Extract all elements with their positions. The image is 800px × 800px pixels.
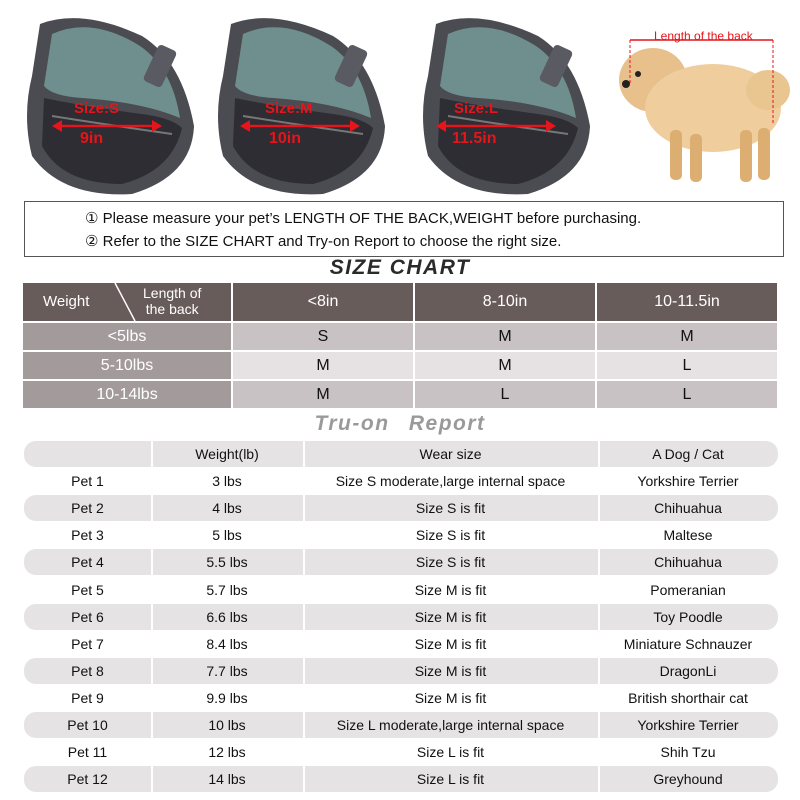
table-row xyxy=(24,766,778,792)
column-divider xyxy=(303,658,305,684)
tryon-cell: Chihuahua xyxy=(654,500,722,517)
corner-length-line: Length of xyxy=(143,285,202,301)
table-row xyxy=(24,658,778,684)
tryon-report-title: Tru-on Report xyxy=(314,412,486,435)
column-divider xyxy=(151,766,153,792)
tryon-cell: British shorthair cat xyxy=(628,689,748,706)
tryon-cell: Pet 9 xyxy=(71,689,104,706)
tryon-cell: Size S is fit xyxy=(415,554,486,571)
column-divider xyxy=(151,549,153,575)
tryon-cell: Size M is fit xyxy=(414,581,487,598)
column-divider xyxy=(303,495,305,521)
table-row xyxy=(24,549,778,575)
bag-image-l xyxy=(418,6,593,196)
size-chart-cell: M xyxy=(597,323,777,350)
table-row xyxy=(24,631,778,657)
size-chart-cell: L xyxy=(597,381,777,408)
tryon-cell: Pet 1 xyxy=(71,473,104,490)
size-chart-weight-cell: 5-10lbs xyxy=(23,352,231,379)
tryon-cell: Maltese xyxy=(663,527,713,544)
size-chart-weight-cell: <5lbs xyxy=(23,323,231,350)
tryon-column-header: Wear size xyxy=(419,446,482,462)
tryon-column-header: Weight(lb) xyxy=(195,446,259,462)
tryon-cell: Yorkshire Terrier xyxy=(637,717,739,733)
tryon-cell: Pet 8 xyxy=(71,662,104,679)
tryon-cell: 14 lbs xyxy=(208,771,246,788)
tryon-cell: Size M is fit xyxy=(414,689,487,706)
bag-length-label: 11.5in xyxy=(452,130,497,147)
bag-length-label: 9in xyxy=(80,130,104,147)
column-divider xyxy=(303,604,305,630)
dog-photo xyxy=(608,30,798,195)
tryon-column-header: A Dog / Cat xyxy=(652,446,724,462)
tryon-cell: Shih Tzu xyxy=(660,744,716,761)
column-divider xyxy=(598,604,600,630)
tryon-cell: 12 lbs xyxy=(208,744,246,761)
size-chart-weight-cell: 10-14lbs xyxy=(23,381,231,408)
tryon-cell: Pet 2 xyxy=(71,500,104,517)
tryon-cell: 4 lbs xyxy=(212,500,242,517)
table-row xyxy=(24,522,778,548)
tryon-column-header xyxy=(24,441,151,467)
back-length-label: Length of the back xyxy=(654,29,753,43)
tryon-cell: Pet 7 xyxy=(71,635,104,652)
corner-weight-label: Weight xyxy=(43,293,90,310)
size-chart-cell: M xyxy=(415,323,595,350)
tryon-cell: 8.4 lbs xyxy=(206,635,248,652)
table-row xyxy=(24,712,778,738)
tryon-cell: Miniature Schnauzer xyxy=(623,635,753,652)
tryon-cell: Size M is fit xyxy=(414,635,487,652)
bag-size-label: Size:L xyxy=(454,100,499,117)
column-divider xyxy=(598,441,600,467)
tryon-cell: Pet 3 xyxy=(71,527,104,544)
tryon-cell: Size S is fit xyxy=(415,527,486,544)
size-chart-cell: M xyxy=(233,352,413,379)
column-divider xyxy=(303,712,305,738)
tryon-cell: Size L is fit xyxy=(416,771,485,788)
size-chart-column-header: 8-10in xyxy=(415,283,595,321)
tryon-cell: Pet 10 xyxy=(67,717,108,733)
tryon-cell: Pet 5 xyxy=(71,581,104,598)
table-row xyxy=(24,604,778,630)
tryon-cell: Greyhound xyxy=(653,771,723,788)
product-images xyxy=(0,0,800,200)
instructions-box xyxy=(24,201,784,257)
column-divider xyxy=(598,766,600,792)
column-divider xyxy=(151,712,153,738)
pet-sling-bag-icon xyxy=(418,6,593,196)
table-row xyxy=(24,685,778,711)
column-divider xyxy=(151,495,153,521)
tryon-cell: 10 lbs xyxy=(208,717,246,733)
column-divider xyxy=(151,441,153,467)
table-row xyxy=(24,495,778,521)
size-chart-cell: S xyxy=(233,323,413,350)
tryon-cell: Pet 11 xyxy=(67,744,108,761)
tryon-cell: 5 lbs xyxy=(212,527,242,544)
column-divider xyxy=(303,441,305,467)
tryon-cell: Chihuahua xyxy=(654,554,722,571)
bag-size-label: Size:M xyxy=(265,100,313,117)
size-chart-cell: L xyxy=(415,381,595,408)
pomeranian-dog-icon xyxy=(608,30,798,195)
tryon-cell: 6.6 lbs xyxy=(206,608,248,625)
bag-size-label: Size:S xyxy=(74,100,120,117)
tryon-cell: Size S moderate,large internal space xyxy=(335,473,566,490)
size-chart-cell: L xyxy=(597,352,777,379)
size-chart-column-header: <8in xyxy=(233,283,413,321)
tryon-cell: Size L moderate,large internal space xyxy=(336,717,565,733)
table-row xyxy=(24,577,778,603)
tryon-cell: Toy Poodle xyxy=(653,608,723,625)
corner-length-label xyxy=(143,285,201,317)
size-chart-cell: M xyxy=(233,381,413,408)
column-divider xyxy=(151,604,153,630)
column-divider xyxy=(151,658,153,684)
instruction-line: ① Please measure your pet’s LENGTH OF THE BACK,WEIGHT before purchasing. xyxy=(85,210,642,227)
size-chart-cell: M xyxy=(415,352,595,379)
bag-length-label: 10in xyxy=(269,130,302,147)
size-chart-title: SIZE CHART xyxy=(329,256,471,279)
column-divider xyxy=(598,549,600,575)
tryon-cell: 9.9 lbs xyxy=(206,689,248,706)
size-chart-table xyxy=(23,283,777,409)
corner-length-line: the back xyxy=(145,301,199,317)
column-divider xyxy=(598,712,600,738)
size-chart-column-header: 10-11.5in xyxy=(597,283,777,321)
column-divider xyxy=(598,658,600,684)
tryon-cell: 5.7 lbs xyxy=(206,581,248,598)
tryon-cell: 5.5 lbs xyxy=(206,554,248,571)
tryon-cell: 7.7 lbs xyxy=(206,662,248,679)
tryon-cell: Pomeranian xyxy=(650,581,726,598)
tryon-cell: Size S is fit xyxy=(415,500,486,517)
tryon-cell: Pet 12 xyxy=(67,771,108,788)
instruction-line: ② Refer to the SIZE CHART and Try-on Report to choose the right size. xyxy=(85,233,562,250)
tryon-cell: Yorkshire Terrier xyxy=(637,473,739,490)
tryon-cell: Pet 4 xyxy=(71,554,104,571)
tryon-header-row xyxy=(24,441,778,467)
tryon-cell: Size M is fit xyxy=(414,608,487,625)
measure-arrow-icon xyxy=(52,120,162,132)
tryon-cell: Size M is fit xyxy=(414,662,487,679)
table-row xyxy=(24,468,778,494)
column-divider xyxy=(303,766,305,792)
column-divider xyxy=(598,495,600,521)
tryon-cell: Pet 6 xyxy=(71,608,104,625)
size-chart-corner-cell xyxy=(23,283,231,321)
table-row xyxy=(24,739,778,765)
column-divider xyxy=(303,549,305,575)
tryon-cell: Size L is fit xyxy=(416,744,485,761)
tryon-cell: DragonLi xyxy=(659,662,717,679)
tryon-cell: 3 lbs xyxy=(212,473,242,490)
